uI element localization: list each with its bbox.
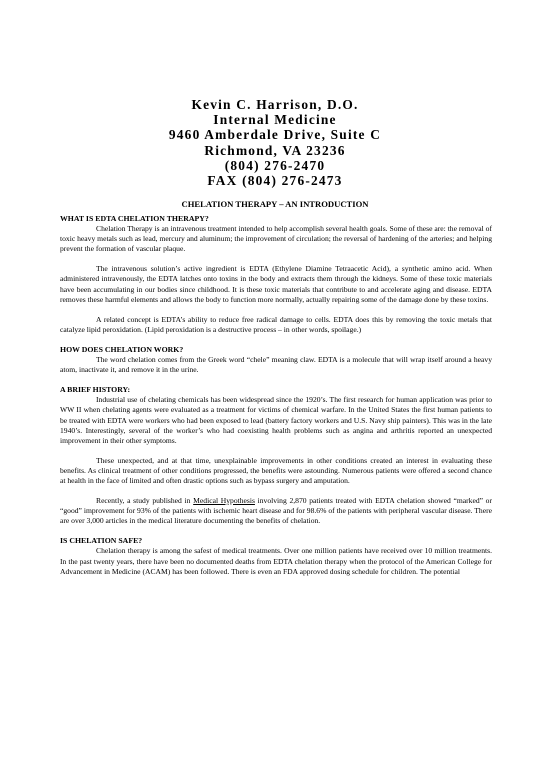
specialty: Internal Medicine [213, 112, 337, 128]
section-heading-what: WHAT IS EDTA CHELATION THERAPY? [60, 214, 209, 223]
journal-title: Medical Hypothesis [193, 496, 255, 506]
document-body [60, 214, 492, 577]
paragraph: These unexpected, and at that time, unexplainable improvements in other conditions created an interest in evaluating these benefits. As clinical treatment of other conditions progressed, the benefits were astounding. Numerous patients were offered a second chance at health in the face of limited and often drastic options such as bypass surgery and amputation. [60, 455, 492, 485]
paragraph: Chelation therapy is among the safest of medical treatments. Over one million patients have received over 10 million treatments. In the past twenty years, there have been no documented deaths from EDTA chelation therapy when the protocol of the American College for Advancement in Medicine (ACAM) has been followed. There is even an FDA approved dosing schedule for children. The potential [60, 546, 492, 576]
text-fragment: Recently, a study published in [96, 496, 194, 506]
paragraph: The word chelation comes from the Greek word “chele” meaning claw. EDTA is a molecule that will wrap itself around a heavy atom, inactivate it, and remove it in the urine. [60, 355, 492, 375]
paragraph: The intravenous solution’s active ingredient is EDTA (Ethylene Diamine Tetraacetic Acid), a synthetic amino acid. When administered intravenously, the EDTA latches onto toxins in the body and extracts them through the kidneys. Some of these toxic materials have been accumulating in our bodies since childhood. It is these toxic materials that contribute to and accelerate aging and disease. EDTA removes these harmful elements and allows the body to function more normally, actually repairing some of the damage done by these toxins. [60, 264, 492, 304]
paragraph: A related concept is EDTA’s ability to reduce free radical damage to cells. EDTA does this by removing the toxic metals that catalyze lipid peroxidation. (Lipid peroxidation is a destructive process – in other words, spoilage.) [60, 314, 492, 334]
text-fragment: involving 2,870 patients treated with EDTA chelation showed “marked” or “good” improvement for 93% of the patients with ischemic heart disease and for 98.6% of the patients with peripheral vascular disease. There are over 3,000 articles in the medical literature documenting the benefits of chelation. [60, 496, 493, 526]
doctor-name: Kevin C. Harrison, D.O. [191, 97, 359, 112]
phone-number: (804) 276-2470 [224, 157, 326, 173]
document-title: CHELATION THERAPY – AN INTRODUCTION [181, 199, 369, 209]
paragraph: Chelation Therapy is an intravenous treatment intended to help accomplish several health goals. Some of these are: the removal of toxic heavy metals such as lead, mercury and aluminum; the improvement of circulation; the reversal of hardening of the arteries; and helping prevent the formation of vascular plaque. [60, 224, 492, 254]
paragraph: Industrial use of chelating chemicals has been widespread since the 1920’s. The first research for human application was prior to WW II when chelating agents were evaluated as a treatment for victims of chemical warfare. In the United States the first human patients to be treated with EDTA were workers who had been exposed to lead (battery factory workers and U.S. Navy ship painters). This was in the late 1940’s. Interestingly, several of the worker’s who had coexisting health problems such as angina and arthritis reported an unexpected improvement in their other symptoms. [60, 395, 492, 445]
section-heading-history: A BRIEF HISTORY: [60, 385, 131, 395]
fax-number: FAX (804) 276-2473 [207, 173, 343, 189]
city-state-zip: Richmond, VA 23236 [204, 142, 346, 158]
paragraph [60, 496, 492, 526]
letterhead [0, 97, 550, 188]
street-address: 9460 Amberdale Drive, Suite C [168, 127, 382, 143]
section-heading-how: HOW DOES CHELATION WORK? [60, 344, 184, 354]
section-heading-safe: IS CHELATION SAFE? [60, 536, 143, 546]
